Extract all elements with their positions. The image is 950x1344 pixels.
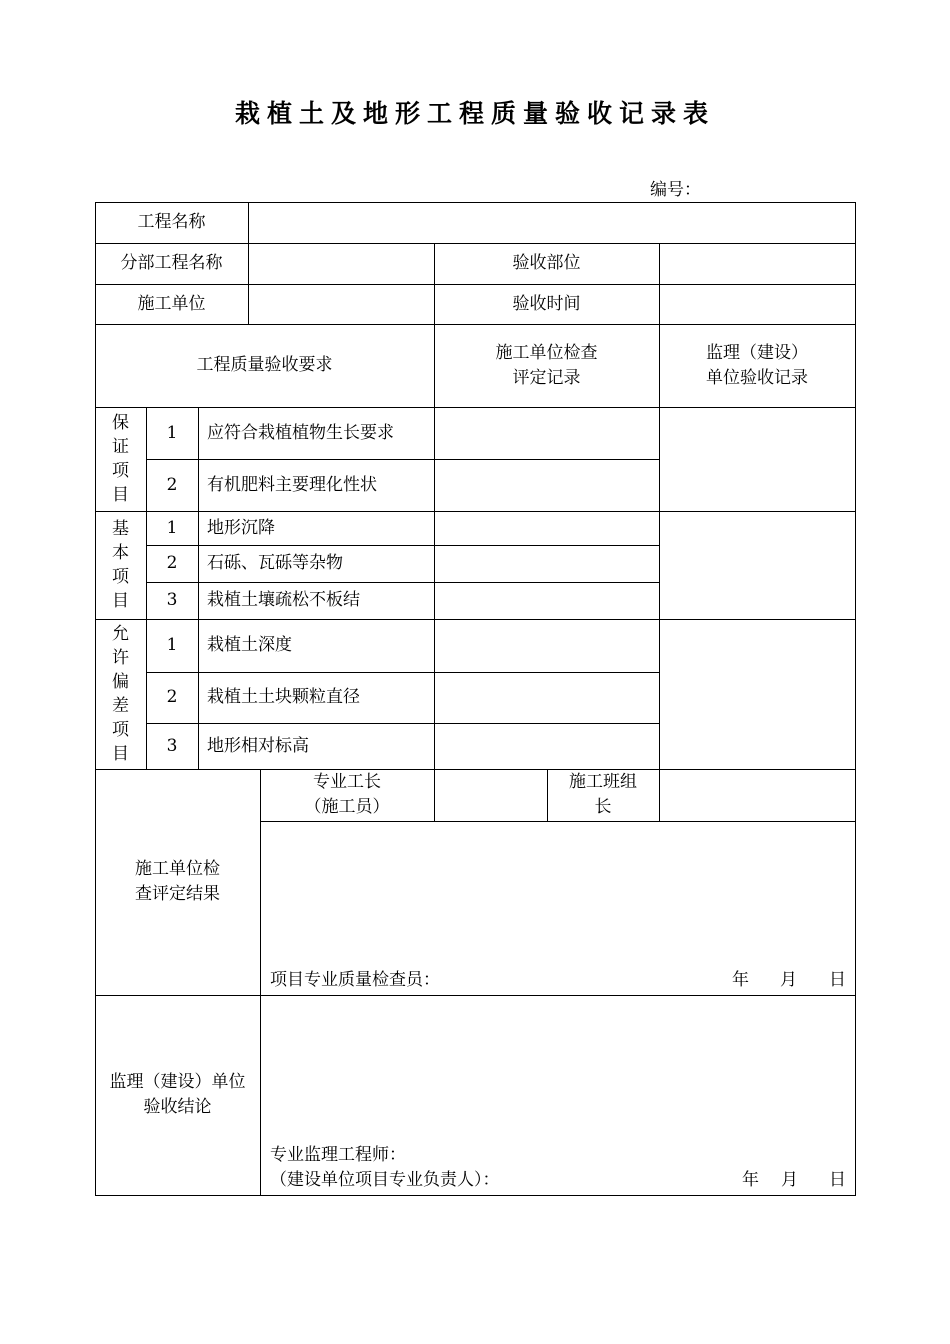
- item-number: 3: [166, 590, 178, 610]
- team-leader-label: 施工班组 长: [569, 772, 637, 817]
- item-text: 栽植土深度: [207, 635, 292, 655]
- group-label-tolerance-text: 允许偏差项目: [112, 624, 129, 764]
- date-month: 月: [780, 970, 797, 990]
- group-label-basic-text: 基本项目: [112, 519, 129, 611]
- supervision-conclusion-label: 监理（建设）单位 验收结论: [109, 1072, 246, 1117]
- acceptance-time-label: 验收时间: [512, 293, 581, 314]
- project-name-label: 工程名称: [137, 212, 206, 232]
- construction-record-field[interactable]: [434, 672, 659, 723]
- sub-project-label: 分部工程名称: [120, 253, 223, 273]
- construction-record-header: 施工单位检查 评定记录: [495, 342, 598, 388]
- construction-unit-label: 施工单位: [137, 293, 206, 314]
- item-number: 2: [166, 687, 178, 707]
- item-number: 2: [166, 474, 178, 495]
- supervision-conclusion-field[interactable]: [260, 995, 855, 1140]
- construction-record-field[interactable]: [434, 545, 659, 582]
- construction-record-field[interactable]: [434, 511, 659, 545]
- acceptance-time-field[interactable]: [659, 284, 855, 324]
- sub-project-field[interactable]: [248, 243, 434, 284]
- item-text: 石砾、瓦砾等杂物: [207, 553, 343, 573]
- group-label-tolerance: [95, 619, 146, 769]
- supervision-engineer-label: 专业监理工程师：: [270, 1145, 406, 1165]
- group-label-guarantee: [95, 407, 146, 511]
- item-number: 3: [166, 735, 178, 756]
- supervision-record-field[interactable]: [659, 511, 855, 619]
- construction-result-field[interactable]: [260, 821, 855, 961]
- date-day: 日: [829, 970, 846, 990]
- date-year: 年: [732, 970, 749, 990]
- supervision-record-field[interactable]: [659, 407, 855, 511]
- supervision-record-field[interactable]: [659, 619, 855, 769]
- item-number: 1: [166, 422, 178, 443]
- date-day: 日: [829, 1170, 846, 1190]
- acceptance-part-field[interactable]: [659, 243, 855, 284]
- item-text: 栽植土壤疏松不板结: [207, 590, 360, 610]
- item-text: 地形沉降: [207, 517, 275, 538]
- quality-inspector-label: 项目专业质量检查员：: [270, 970, 440, 990]
- item-number: 2: [166, 553, 178, 573]
- item-number: 1: [166, 517, 178, 538]
- item-text: 有机肥料主要理化性状: [207, 474, 377, 495]
- date-year: 年: [742, 1170, 759, 1190]
- item-number: 1: [166, 635, 178, 655]
- construction-record-field[interactable]: [434, 459, 659, 511]
- construction-record-field[interactable]: [434, 582, 659, 619]
- record-number-label: 编号：: [650, 180, 701, 200]
- page-title: 栽植土及地形工程质量验收记录表: [234, 99, 715, 128]
- foreman-label: 专业工长 （施工员）: [304, 772, 390, 817]
- acceptance-part-label: 验收部位: [512, 253, 581, 273]
- item-text: 地形相对标高: [207, 735, 309, 756]
- construction-unit-field[interactable]: [248, 284, 434, 324]
- team-leader-field[interactable]: [659, 769, 855, 821]
- owner-responsible-label: （建设单位项目专业负责人）：: [270, 1170, 500, 1190]
- project-name-field[interactable]: [248, 202, 855, 243]
- supervision-record-header: 监理（建设） 单位验收记录: [706, 342, 808, 388]
- foreman-field[interactable]: [434, 769, 547, 821]
- item-text: 栽植土土块颗粒直径: [207, 687, 360, 707]
- quality-requirement-header: 工程质量验收要求: [196, 355, 333, 375]
- date-month: 月: [781, 1170, 798, 1190]
- construction-record-field[interactable]: [434, 723, 659, 769]
- group-label-guarantee-text: 保证项目: [112, 413, 129, 505]
- construction-record-field[interactable]: [434, 619, 659, 672]
- construction-result-label: 施工单位检 查评定结果: [135, 859, 220, 904]
- group-label-basic: [95, 511, 146, 619]
- construction-record-field[interactable]: [434, 407, 659, 459]
- item-text: 应符合栽植植物生长要求: [207, 422, 394, 443]
